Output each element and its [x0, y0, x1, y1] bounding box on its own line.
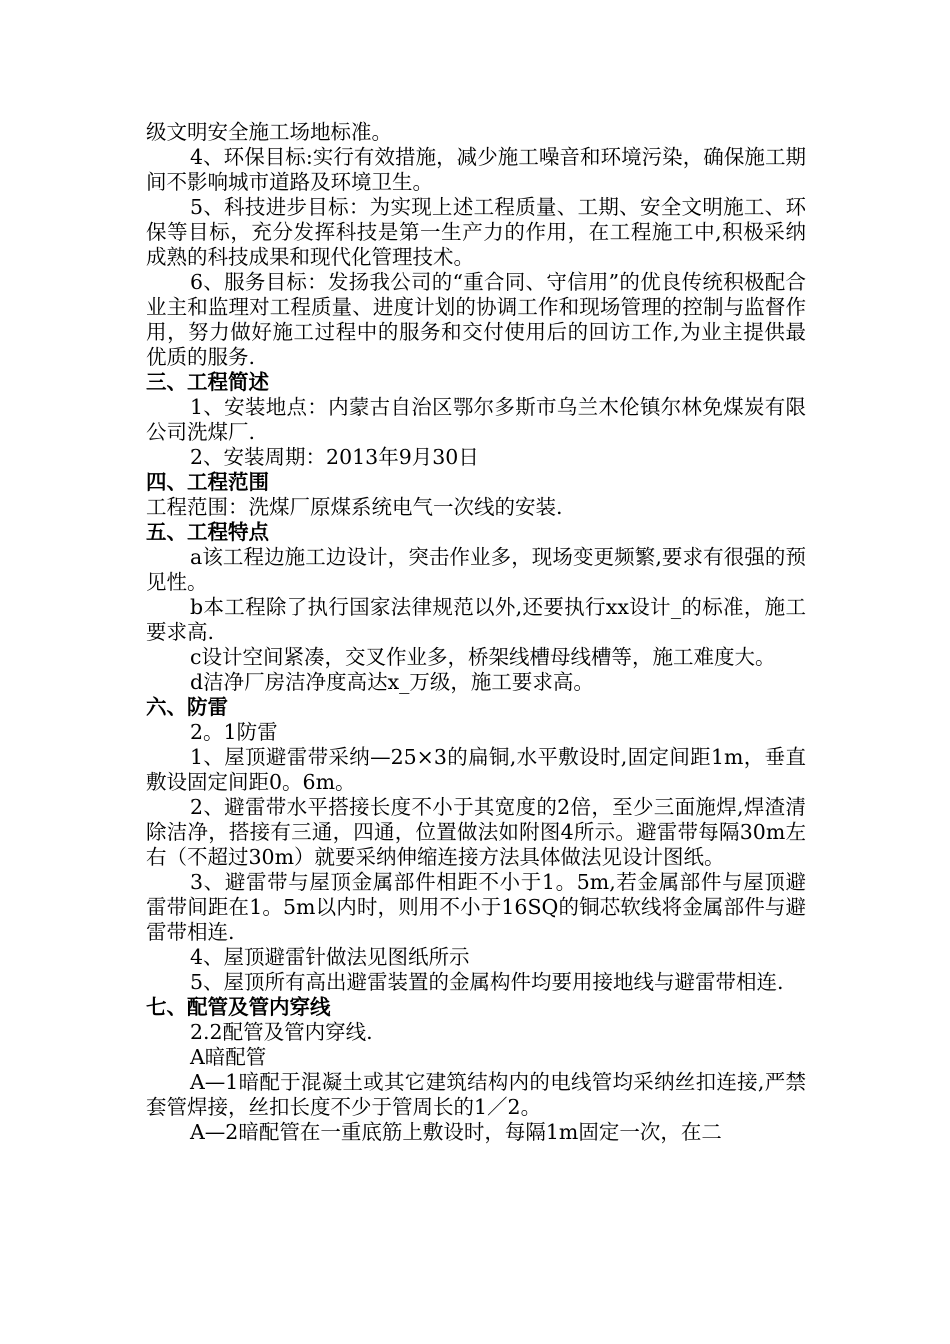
paragraph: 1、安装地点：内蒙古自治区鄂尔多斯市乌兰木伦镇尔林免煤炭有限公司洗煤厂.: [146, 395, 806, 444]
paragraph: c设计空间紧凑，交叉作业多，桥架线槽母线槽等，施工难度大。: [190, 645, 776, 669]
paragraph: 4、环保目标:实行有效措施，减少施工噪音和环境污染，确保施工期间不影响城市道路及环境卫生。: [146, 145, 806, 194]
paragraph: 5、屋顶所有高出避雷装置的金属构件均要用接地线与避雷带相连.: [190, 970, 784, 994]
section-heading: 六、防雷: [146, 695, 228, 719]
paragraph: 3、避雷带与屋顶金属部件相距不小于1。5m,若金属部件与屋顶避雷带间距在1。5m以内时，则用不小于16SQ的铜芯软线将金属部件与避雷带相连.: [146, 870, 806, 944]
paragraph: 2。1防雷: [190, 720, 278, 744]
paragraph: A—1暗配于混凝土或其它建筑结构内的电线管均采纳丝扣连接,严禁套管焊接，丝扣长度不少于管周长的1／2。: [146, 1070, 806, 1119]
paragraph: 工程范围：洗煤厂原煤系统电气一次线的安装.: [146, 495, 563, 519]
section-heading: 五、工程特点: [146, 520, 269, 544]
paragraph: A—2暗配管在一重底筋上敷设时，每隔1m固定一次，在二: [190, 1120, 722, 1144]
document-body: [146, 120, 806, 1145]
paragraph: 4、屋顶避雷针做法见图纸所示: [190, 945, 470, 969]
paragraph: 2、安装周期：2013年9月30日: [190, 445, 479, 469]
paragraph: 1、屋顶避雷带采纳—25×3的扁铜,水平敷设时,固定间距1m，垂直敷设固定间距0。6m。: [146, 745, 806, 794]
section-heading: 三、工程简述: [146, 370, 269, 394]
paragraph: 2、避雷带水平搭接长度不小于其宽度的2倍，至少三面施焊,焊渣清除洁净，搭接有三通，四通，位置做法如附图4所示。避雷带每隔30m左右（不超过30m）就要采纳伸缩连接方法具体做法见设计图纸。: [146, 795, 806, 869]
paragraph: 5、科技进步目标：为实现上述工程质量、工期、安全文明施工、环保等目标，充分发挥科技是第一生产力的作用，在工程施工中,积极采纳成熟的科技成果和现代化管理技术。: [146, 195, 806, 269]
paragraph: b本工程除了执行国家法律规范以外,还要执行xx设计_的标准，施工要求高.: [146, 595, 806, 644]
paragraph: 2.2配管及管内穿线.: [190, 1020, 373, 1044]
section-heading: 七、配管及管内穿线: [146, 995, 331, 1019]
paragraph: A暗配管: [190, 1045, 267, 1069]
paragraph: a该工程边施工边设计，突击作业多，现场变更频繁,要求有很强的预见性。: [146, 545, 806, 594]
paragraph: d洁净厂房洁净度高达x_万级，施工要求高。: [190, 670, 594, 694]
section-heading: 四、工程范围: [146, 470, 269, 494]
paragraph: 级文明安全施工场地标准。: [146, 120, 392, 144]
paragraph: 6、服务目标：发扬我公司的“重合同、守信用”的优良传统积极配合业主和监理对工程质量、进度计划的协调工作和现场管理的控制与监督作用，努力做好施工过程中的服务和交付使用后的回访工作,为业主提供最优质的服务.: [146, 270, 806, 369]
